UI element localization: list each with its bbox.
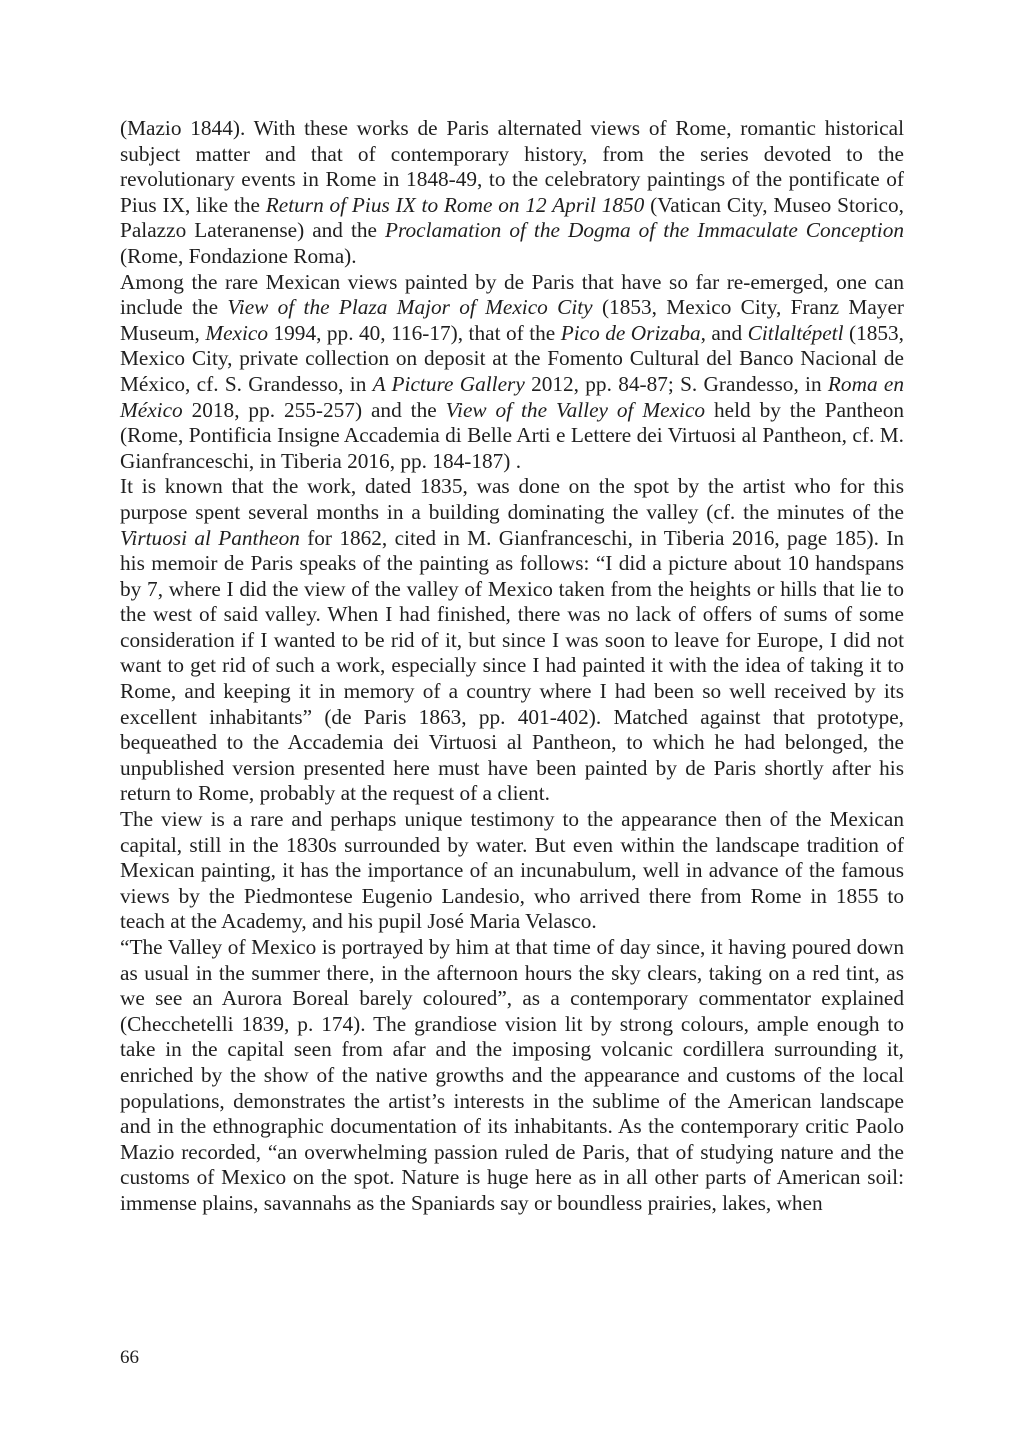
text-run: held by the Pantheon (Rome, Pontificia Insigne Accademia di Belle Arti e Lettere dei Virtuosi al Pantheon, cf. M. Gianfranceschi, in Tiberia 2016, pp. 184-187) .: [120, 397, 904, 473]
text-run: The view is a rare and perhaps unique testimony to the appearance then of the Mexican capital, still in the 1830s surrounded by water. But even within the landscape tradition of Mexican painting, it has the importance of an incunabulum, well in advance of the famous views by the Piedmontese Eugenio Landesio, who arrived there from Rome in 1855 to teach at the Academy, and his pupil José Maria Velasco.: [120, 807, 904, 934]
text-run: (1853, Mexico City, private collection on deposit at the Fomento Cultural del Banco Nacional de México, cf. S. Grandesso, in: [120, 320, 904, 396]
text-run: It is known that the work, dated 1835, was done on the spot by the artist who for this purpose spent several months in a building dominating the valley (cf. the minutes of the: [120, 474, 904, 524]
paragraph-4: [120, 807, 904, 935]
text-run: (Vatican City, Museo Storico, Palazzo Lateranense) and the: [120, 192, 904, 243]
text-run: 2018, pp. 255-257) and the: [182, 397, 446, 422]
paragraph-1: [120, 116, 904, 270]
italic-title-pico-de-orizaba: Pico de Orizaba: [560, 320, 701, 345]
italic-title-virtuosi-al-pantheon: Virtuosi al Pantheon: [120, 525, 300, 550]
text-run: , and: [700, 320, 748, 345]
italic-title-view-of-valley: View of the Valley of Mexico: [445, 397, 706, 422]
text-run: (1853, Mexico City, Franz Mayer Museum,: [120, 295, 904, 345]
italic-title-a-picture-gallery: A Picture Gallery: [372, 371, 525, 396]
text-run: for 1862, cited in M. Gianfranceschi, in Tiberia 2016, page 185). In his memoir de Paris speaks of the painting as follows: “I did a picture about 10 handspans by 7, where I did the view of the valley of Mexico taken from the heights or hills that lie to the west of said valley. When I had finished, there was no lack of offers of sums of some consideration if I wanted to be rid of it, but since I was soon to leave for Europe, I did not want to get rid of such a work, especially since I had painted it with the idea of taking it to Rome, and keeping it in memory of a country where I had been so well received by its excellent inhabitants” (de Paris 1863, pp. 401-402). Matched against that prototype, bequeathed to the Accademia dei Virtuosi al Pantheon, to which he had belonged, the unpublished version presented here must have been painted by de Paris shortly after his return to Rome, probably at the request of a client.: [120, 525, 904, 806]
italic-title-mexico: Mexico: [205, 320, 269, 345]
italic-title-citlaltepetl: Citlaltépetl: [747, 320, 844, 345]
italic-title-roma-en-mexico: Roma en México: [120, 371, 904, 422]
paragraph-3: [120, 474, 904, 807]
text-run: “The Valley of Mexico is portrayed by him at that time of day since, it having poured down as usual in the summer there, in the afternoon hours the sky clears, taking on a red tint, as we see an Aurora Boreal barely coloured”, as a contemporary commentator explained (Checchetelli 1839, p. 174). The grandiose vision lit by strong colours, ample enough to take in the capital seen from afar and the imposing volcanic cordillera surrounding it, enriched by the show of the native growths and the appearance and customs of the local populations, demonstrates the artist’s interests in the sublime of the American landscape and in the ethnographic documentation of its inhabitants. As the contemporary critic Paolo Mazio recorded, “an overwhelming passion ruled de Paris, that of studying nature and the customs of Mexico on the spot. Nature is huge here as in all other parts of American soil: immense plains, savannahs as the Spaniards say or boundless prairies, lakes, when: [120, 935, 904, 1215]
italic-title-view-of-plaza-major: View of the Plaza Major of Mexico City: [227, 295, 593, 320]
italic-title-proclamation-of-dogma: Proclamation of the Dogma of the Immaculate Conception: [385, 218, 904, 243]
text-run: 2012, pp. 84-87; S. Grandesso, in: [524, 371, 828, 396]
text-run: (Rome, Fondazione Roma).: [120, 243, 357, 268]
paragraph-5: [120, 935, 904, 1217]
italic-title-return-of-pius-ix: Return of Pius IX to Rome on 12 April 1850: [265, 192, 645, 217]
text-run: Among the rare Mexican views painted by de Paris that have so far re-emerged, one can include the: [120, 269, 904, 320]
page-number: 66: [120, 1347, 139, 1368]
paragraph-2: [120, 270, 904, 475]
text-run: 1994, pp. 40, 116-17), that of the: [268, 320, 561, 345]
text-run: (Mazio 1844). With these works de Paris alternated views of Rome, romantic historical subject matter and that of contemporary history, from the series devoted to the revolutionary events in Rome in 1848-49, to the celebratory paintings of the pontificate of Pius IX, like the: [120, 116, 904, 217]
page-body: [120, 116, 904, 1217]
